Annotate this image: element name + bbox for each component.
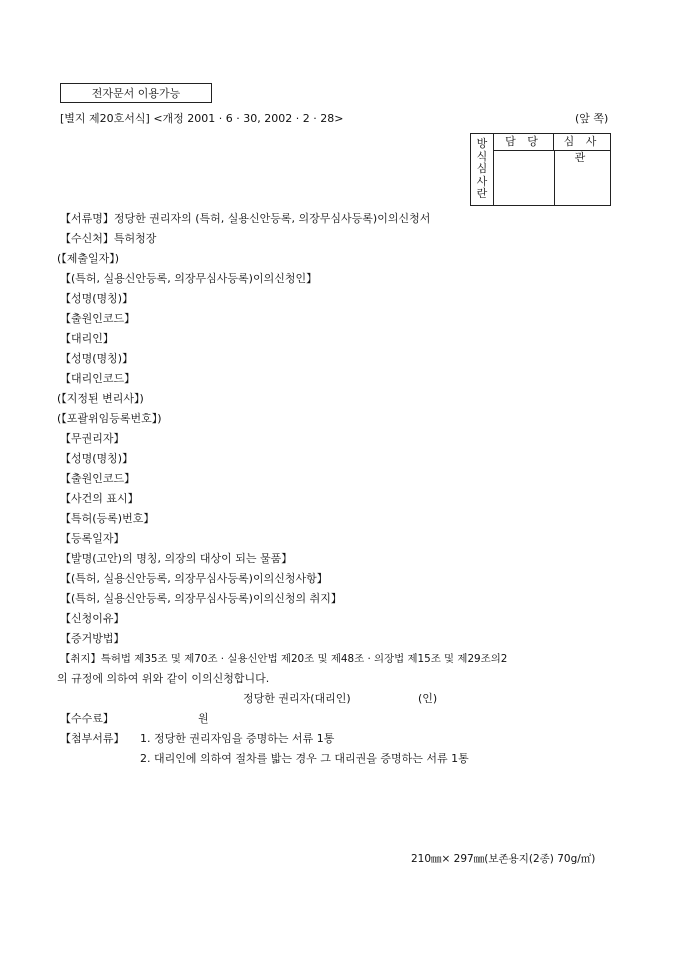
page-side-label: (앞 쪽): [575, 112, 609, 125]
form-line: 【사건의 표시】: [60, 492, 139, 505]
attachment-item: 1. 정당한 권리자임을 증명하는 서류 1통: [140, 732, 335, 745]
form-line: 【발명(고안)의 명칭, 의장의 대상이 되는 물품】: [60, 552, 293, 565]
side-char: 란: [476, 187, 488, 201]
form-line: 【(특허, 실용신안등록, 의장무심사등록)이의신청인】: [60, 272, 318, 285]
approval-side-label: [471, 134, 494, 205]
form-line: 【성명(명칭)】: [60, 292, 134, 305]
form-line: 【대리인】: [60, 332, 114, 345]
form-line: (【포괄위임등록번호】): [57, 412, 162, 425]
approval-table: [470, 133, 611, 206]
fee-label: 【수수료】: [60, 712, 114, 725]
signature-label: 정당한 권리자(대리인): [243, 692, 351, 705]
form-line: 【무권리자】: [60, 432, 125, 445]
electronic-document-stamp: [60, 83, 212, 103]
attachment-item: 2. 대리인에 의하여 절차를 밟는 경우 그 대리권을 증명하는 서류 1통: [140, 752, 469, 765]
paper-spec: 210㎜× 297㎜(보존용지(2종) 70g/㎡): [411, 853, 596, 865]
form-line: 【신청이유】: [60, 612, 125, 625]
form-line: 【(특허, 실용신안등록, 의장무심사등록)이의신청의 취지】: [60, 592, 342, 605]
form-line: 【취지】특허법 제35조 및 제70조 · 실용신안법 제20조 및 제48조 · 의장법 제15조 및 제29조의2: [60, 653, 508, 665]
form-line: 【증거방법】: [60, 632, 125, 645]
form-line: 【대리인코드】: [60, 372, 136, 385]
form-line: 【서류명】정당한 권리자의 (특허, 실용신안등록, 의장무심사등록)이의신청서: [60, 212, 431, 225]
attachments-label: 【첨부서류】: [60, 732, 125, 745]
side-char: 식: [476, 149, 488, 163]
form-header: [별지 제20호서식] <개정 2001 · 6 · 30, 2002 · 2 · 28>: [60, 112, 344, 125]
form-line: 【출원인코드】: [60, 312, 136, 325]
form-line: 【성명(명칭)】: [60, 352, 134, 365]
side-char: 사: [476, 174, 488, 188]
form-line: 【수신처】특허청장: [60, 232, 157, 245]
side-char: 방: [476, 137, 488, 151]
stamp-text: 전자문서 이용가능: [91, 87, 181, 100]
form-line: (【제출일자】): [57, 252, 120, 265]
form-line: 【특허(등록)번호】: [60, 512, 155, 525]
form-line: 【출원인코드】: [60, 472, 136, 485]
side-char: 심: [476, 162, 488, 176]
approval-divider: [554, 151, 555, 205]
form-line: 【(특허, 실용신안등록, 의장무심사등록)이의신청사항】: [60, 572, 328, 585]
form-line: 【등록일자】: [60, 532, 125, 545]
approval-col-examiner: 심 사 관: [554, 134, 610, 151]
form-line: 의 규정에 의하여 위와 같이 이의신청합니다.: [57, 672, 270, 685]
form-line: (【지정된 변리사】): [57, 392, 144, 405]
form-line: 【성명(명칭)】: [60, 452, 134, 465]
approval-col-staff: 담 당: [494, 134, 554, 151]
seal-mark: (인): [418, 692, 438, 705]
fee-unit: 원: [198, 712, 209, 725]
